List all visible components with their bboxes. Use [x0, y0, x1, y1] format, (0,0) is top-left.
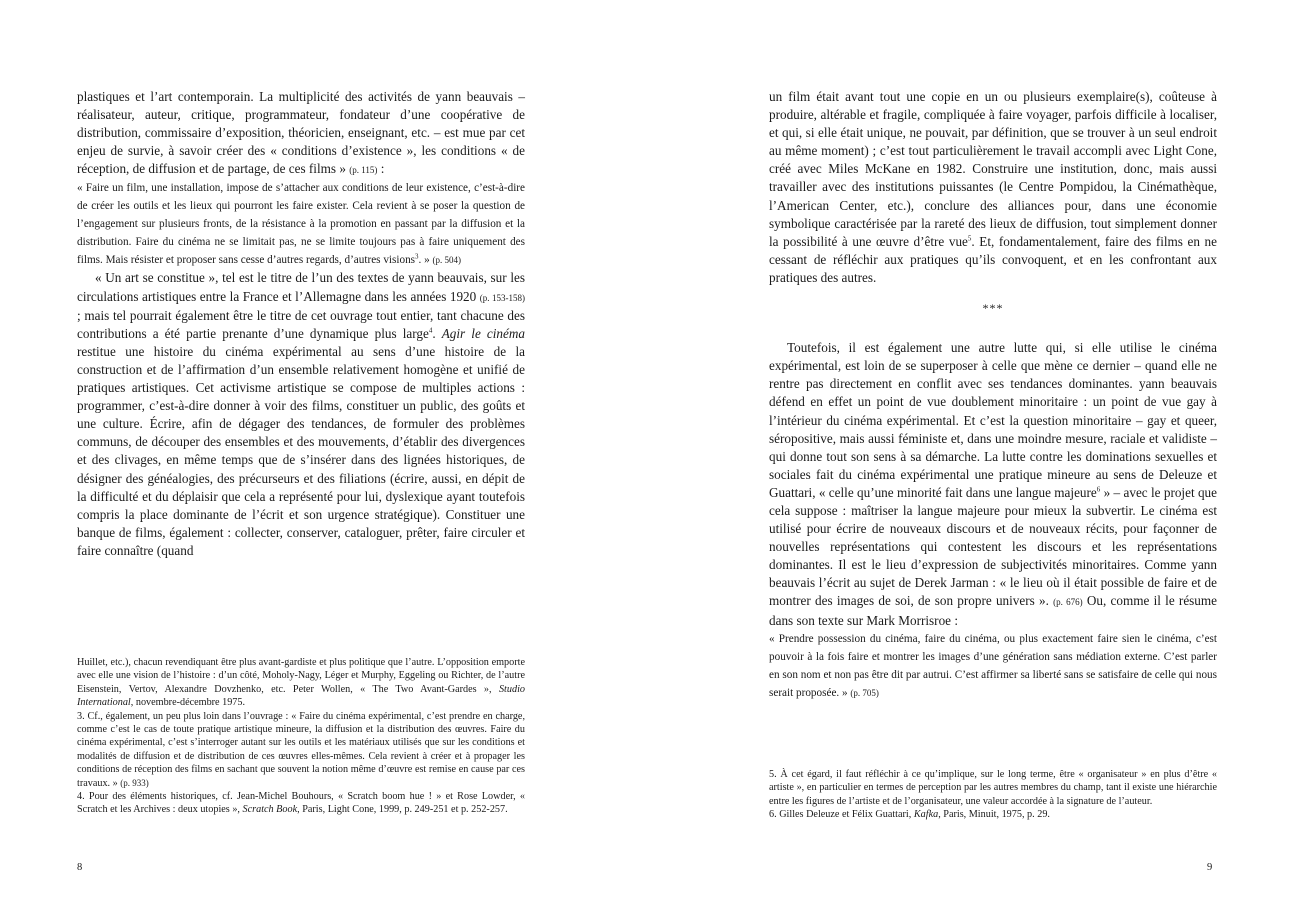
- right-body: [769, 88, 1217, 702]
- footnote-marker: 6: [1096, 485, 1101, 494]
- page-reference: (p. 504): [432, 255, 462, 266]
- left-body: [77, 88, 525, 560]
- section-separator: ***: [982, 301, 1004, 316]
- right-page: [647, 0, 1293, 913]
- page-reference: (p. 705): [850, 687, 879, 698]
- book-title: Agir le cinéma: [441, 325, 525, 341]
- left-footnotes: [77, 656, 525, 817]
- paragraph: un film était avant tout une copie en un ou plusieurs exemplaire(s), coûteuse à produire, altérable et fragile, compliquée à faire voyager, parfois difficile à localiser, et qui, si elle était unique, ne pouvait, par définition, que se trouver à un seul endroit au même moment) ; c’est tout particulièrement le travail accompli avec Light Cone, créé avec Miles McKane en 1982. Construire une institution, donc, mais aussi travailler avec des institutions puissantes (le Centre Pompidou, la Cinémathèque, l’American Center, etc.), conclure des alliances pour, dans une économie symbolique caractérisée par la rareté des lieux de diffusion, tout simplement donner la possibilité à une œuvre d’être vue$^5$. Et, fondamentalement, faire des films en ne cessant de réfléchir aux pratiques qu’ils convoquent, et en les confrontant aux pratiques des autres.: [769, 89, 1217, 285]
- footnote-continued: Huillet, etc.), chacun revendiquant être plus avant-gardiste et plus politique que l’autre. L’opposition emporte avec elle une vision de l’histoire : d’un côté, Moholy-Nagy, Léger et Murphy, Eggeling ou Richter, de l’autre Eisenstein, Vertov, Alexandre Dovzhenko, etc. Peter Wollen, « The Two Avant-Gardes », Studio International, novembre-décembre 1975.: [77, 657, 525, 709]
- footnote-4: 4. Pour des éléments historiques, cf. Jean-Michel Bouhours, « Scratch boom hue ! » et Rose Lowder, « Scratch et les Archives : deux utopies », Scratch Book, Paris, Light Cone, 1999, p. 249-251 et p. 252-257.: [77, 791, 525, 816]
- page-reference: (p. 676): [1053, 597, 1083, 608]
- page-number: 9: [1207, 862, 1213, 873]
- footnote-marker: 3: [415, 252, 419, 261]
- footnote-6: 6. Gilles Deleuze et Félix Guattari, Kafka, Paris, Minuit, 1975, p. 29.: [769, 809, 1050, 821]
- right-footnotes: [769, 768, 1217, 822]
- footnote-5: 5. À cet égard, il faut réfléchir à ce qu’implique, sur le long terme, être « organisateur » en plus d’être « artiste », en particulier en termes de perception par les autres membres du champ, tant il existe une hiérarchie entre les figures de l’artiste et de l’organisateur, une valeur accordée à la signature de l’auteur.: [769, 769, 1217, 807]
- paragraph: « Un art se constitue », tel est le titre de l’un des textes de yann beauvais, sur les circulations artistiques entre la France et l’Allemagne dans les années 1920 (p. 153-158) ; mais tel pourrait également être le titre de cet ouvrage tout entier, tant chacune des contributions a été partie prenante d’une dynamique plus large$^4$. Agir le cinéma restitue une histoire du cinéma expérimental au sens d’une histoire de la construction et de l’affirmation d’un ensemble relativement homogène et unifié de pratiques artistiques. Cet activisme artistique se compose de multiples actions : programmer, c’est-à-dire donner à voir des films, constituer un public, des goûts et une culture. Écrire, afin de dégager des tendances, de formuler des problèmes communs, de découper des ensembles et des mouvements, d’établir des divergences et des clivages, en même temps que de s’insérer dans des lignées historiques, de désigner des généalogies, des précurseurs et des filiations (écrire, aussi, en dépit de la difficulté et du déplaisir que cela a représenté pour lui, dyslexique ayant toutefois compris la place dominante de l’écrit et son urgence stratégique). Constituer une banque de films, également : collecter, conserver, cataloguer, prêter, faire circuler et faire connaître (quand: [77, 270, 526, 558]
- left-page: [0, 0, 646, 913]
- block-quote: « Prendre possession du cinéma, faire du cinéma, ou plus exactement faire sien le cinéma, c’est pouvoir à la fois faire et montrer les images d’une génération sans médiation externe. C’est parler en son nom et non pas être dit par autrui. C’est affirmer sa liberté sans se satisfaire de celle qui nous serait proposée. » (p. 705): [769, 632, 1217, 699]
- footnote-marker: 4: [428, 326, 433, 335]
- page-reference: (p. 153-158): [479, 292, 526, 303]
- paragraph: Toutefois, il est également une autre lutte qui, si elle utilise le cinéma expérimental, est loin de se superposer à celle que mène ce dernier – quand elle ne rentre pas directement en conflit avec ses tendances dominantes. yann beauvais défend en effet un point de vue doublement minoritaire : un point de vue gay à l’intérieur du cinéma expérimental. Et c’est la question minoritaire – gay et queer, séropositive, mais aussi féministe et, dans une moindre mesure, raciale et validiste – qui donne tout son sens à sa démarche. La lutte contre les dominations sexuelles et sociales fait du cinéma expérimental une pratique mineure au sens de Deleuze et Guattari, « celle qu’une minorité fait dans une langue majeure$^6$ » – avec le projet que cela suppose : maîtriser la langue majeure pour mieux la subvertir. Le cinéma est utilisé pour écrire de nouveaux discours et de nouveaux récits, pour façonner de nouvelles représentations qui contestent les discours et les représentations dominantes. Il est le lieu d’expression de subjectivités minoritaires. Comme yann beauvais l’écrit au sujet de Derek Jarman : « le lieu où il était possible de faire et de montrer des images de soi, de son propre univers ». (p. 676) Ou, comme il le résume dans son texte sur Mark Morrisroe :: [769, 340, 1218, 628]
- paragraph: plastiques et l’art contemporain. La multiplicité des activités de yann beauvais – réalisateur, auteur, critique, programmateur, fondateur d’une coopérative de distribution, commissaire d’exposition, théoricien, enseignant, etc. – est mue par cet enjeu de survie, à savoir créer des « conditions d’existence », les conditions « de réception, de diffusion et de partage, de ces films » (p. 115) :: [77, 89, 525, 177]
- block-quote: « Faire un film, une installation, impose de s’attacher aux conditions de leur existence, c’est-à-dire de créer les outils et les lieux qui pourront les faire exister. Cela revient à se poser la question de l’engagement sur plusieurs fronts, de la résistance à la promotion en passant par la diffusion et la distribution. Faire du cinéma ne se limitait pas, ne se limite toujours pas à faire uniquement des films. Mais résister et proposer sans cesse d’autres regards, d’autres visions$^3$. » (p. 504): [77, 182, 525, 267]
- page-number: 8: [77, 862, 83, 873]
- footnote-3: 3. Cf., également, un peu plus loin dans l’ouvrage : « Faire du cinéma expérimental, c’est prendre en charge, comme c’est le cas de toute pratique artistique mineure, la diffusion et la distribution des œuvres. Faire du cinéma expérimental, c’est s’interroger autant sur les outils et les matériaux utilisés que sur les conditions et modalités de diffusion et de distribution de ces œuvres elles-mêmes. Cela revient à créer et à propager les conditions de réception des films en sachant que souvent la notion même d’œuvre est remise en cause par ces travaux. » (p. 933): [77, 710, 525, 789]
- page-reference: (p. 115): [349, 165, 378, 176]
- footnote-marker: 5: [967, 234, 972, 243]
